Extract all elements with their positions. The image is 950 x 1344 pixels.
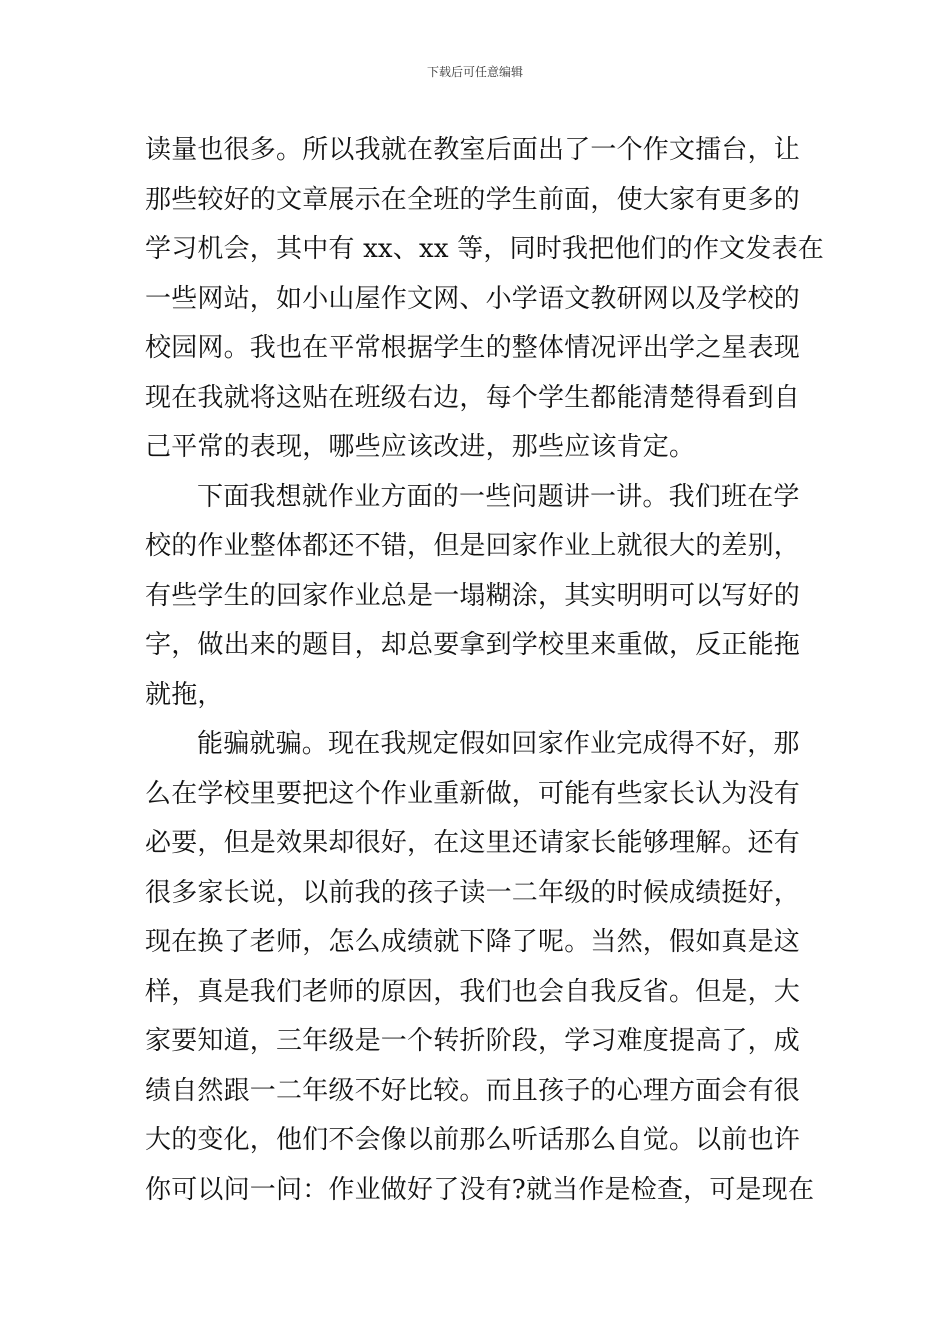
text-line: 家要知道，三年级是一个转折阶段，学习难度提高了，成	[145, 1026, 801, 1056]
text-line: 很多家长说，以前我的孩子读一二年级的时候成绩挺好，	[145, 877, 801, 908]
text-line: 读量也很多。所以我就在教室后面出了一个作文擂台，让	[145, 135, 801, 165]
text-line: 就拖，	[145, 679, 224, 710]
text-line: 必要，但是效果却很好，在这里还请家长能够理解。还有	[145, 828, 801, 858]
text-line: 学习机会，其中有 xx、xx 等，同时我把他们的作文发表在	[145, 234, 824, 264]
text-line: 你可以问一问：作业做好了没有?就当作是检查，可是现在	[145, 1174, 815, 1205]
text-line: 大的变化，他们不会像以前那么听话那么自觉。以前也许	[145, 1125, 801, 1155]
text-line: 己平常的表现，哪些应该改进，那些应该肯定。	[145, 432, 696, 462]
text-line: 下面我想就作业方面的一些问题讲一讲。我们班在学	[197, 481, 800, 512]
text-line: 字，做出来的题目，却总要拿到学校里来重做，反正能拖	[145, 630, 801, 660]
body-text	[145, 126, 824, 1215]
text-line: 一些网站，如小山屋作文网、小学语文教研网以及学校的	[145, 283, 801, 314]
text-line: 么在学校里要把这个作业重新做，可能有些家长认为没有	[145, 778, 801, 809]
text-line: 校的作业整体都还不错，但是回家作业上就很大的差别，	[145, 531, 801, 561]
text-line: 现在换了老师，怎么成绩就下降了呢。当然，假如真是这	[145, 927, 801, 957]
text-line: 绩自然跟一二年级不好比较。而且孩子的心理方面会有很	[145, 1075, 801, 1106]
text-line: 有些学生的回家作业总是一塌糊涂，其实明明可以写好的	[145, 580, 801, 611]
text-line: 校园网。我也在平常根据学生的整体情况评出学之星表现	[145, 333, 801, 363]
text-line: 能骗就骗。现在我规定假如回家作业完成得不好，那	[197, 729, 800, 759]
text-line: 样，真是我们老师的原因，我们也会自我反省。但是，大	[145, 976, 801, 1007]
text-line: 现在我就将这贴在班级右边，每个学生都能清楚得看到自	[145, 382, 801, 413]
header-note: 下载后可任意编辑	[426, 65, 523, 79]
text-line: 那些较好的文章展示在全班的学生前面，使大家有更多的	[145, 184, 801, 215]
